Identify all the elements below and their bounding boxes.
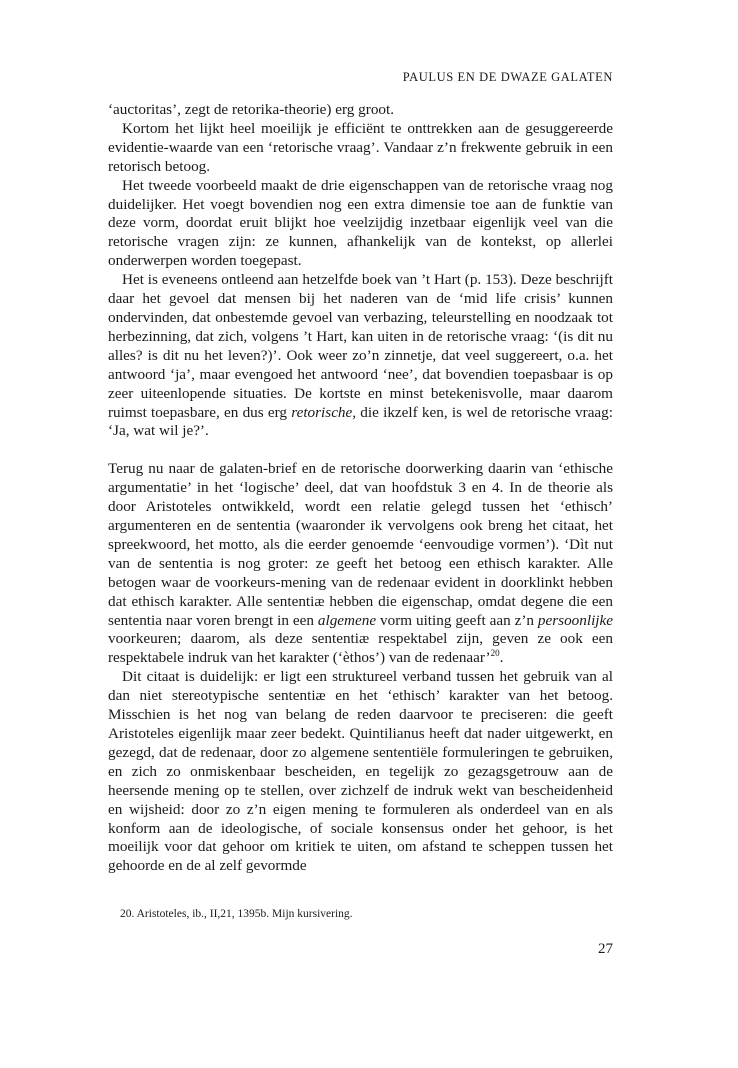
paragraph: Het tweede voorbeeld maakt de drie eigenschappen van de retorische vraag nog duidelijker. Het voegt bovendien nog een extra dimensie toe aan de funktie van deze vorm, doordat eruit blijkt hoe veelzijdig inzetbaar eigenlijk veel van die retorische vragen zijn: ze kunnen, afhankelijk van de kontekst, op allerlei onderwerpen worden toegepast. [108,176,613,270]
text-run: voorkeuren; daarom, als deze sententiæ respektabel zijn, geven ze ook een respektabele indruk van het karakter (‘èthos’) van de redenaar’ [108,630,613,667]
section-break [108,441,613,460]
text-run: vorm uiting geeft aan z’n [376,611,538,629]
running-head: PAULUS EN DE DWAZE GALATEN [402,70,613,84]
italic-text-run: persoonlijke [537,611,613,629]
italic-text-run: algemene [317,611,377,629]
paragraph [108,460,613,668]
page-number: 27 [598,941,613,957]
text-run: Terug nu naar de galaten-brief en de retorische doorwerking daarin van ‘ethische argumentatie’ in het ‘logische’ deel, dat van hoofdstuk 3 en 4. In de theorie als door Aristoteles ontwikkeld, wordt een relatie gelegd tussen het ‘ethisch’ argumenteren en de sententia (waaronder ik vervolgens ook breng het citaat, het spreekwoord, het motto, als die eerder genoemde ‘eenvoudige vormen’). ‘Dìt nut van de sententia is nog groter: ze geeft het betoog een ethisch karakter. Alle betogen waar de voorkeurs-mening van de redenaar evident in doorklinkt hebben dat ethisch karakter. Alle sententiæ hebben die eigenschap, omdat degene die een sententia naar voren brengt in een [108,460,613,629]
paragraph: ‘auctoritas’, zegt de retorika-theorie) erg groot. [108,101,395,118]
paragraph: Dit citaat is duidelijk: er ligt een struktureel verband tussen het gebruik van al dan niet stereotypische sententiæ en het ‘ethisch’ karakter van het betoog. Misschien is het nog van belang de reden daarvoor te preciseren: die geeft Aristoteles eigenlijk maar zeer bedekt. Quintilianus heeft dat nader uitgewerkt, en gezegd, dat de redenaar, door zo algemene sententiële formuleringen te gebruiken, en zich zo onmiskenbaar bescheiden, en tegelijk zo gezagsgetrouw aan de heersende mening op te stellen, over zichzelf de indruk wekt van bescheidenheid en wijsheid: door zo z’n eigen mening te formuleren als onderdeel van en als konform aan de ideologische, of sociale konsensus onder het gehoor, is het moeilijk voor dat gehoor om kritiek te uiten, om afstand te scheppen tussen het gehoorde en de al zelf gevormde [108,668,613,875]
italic-text-run: retorische, [291,403,357,421]
paragraph: Kortom het lijkt heel moeilijk je efficiënt te onttrekken aan de gesuggereerde evidentie-waarde van een ‘retorische vraag’. Vandaar z’n frekwente gebruik in een retorisch betoog. [108,119,613,175]
text-run: Het is eveneens ontleend aan hetzelfde boek van ’t Hart (p. 153). Deze beschrijft daar het gevoel dat mensen bij het naderen van de ‘mid life crisis’ kunnen ondervinden, dat onbestemde gevoel van verbazing, teleurstelling en noodzaak tot herbezinning, dat zich, volgens ’t Hart, kan uiten in de retorische vraag: ‘(is dit nu alles? is dit nu het leven?)’. Ook weer zo’n zinnetje, dat veel suggereert, o.a. het antwoord ‘ja’, maar evengoed het antwoord ‘nee’, dat bovendien toepasbaar is op zeer uiteenlopende situaties. De kortste en minst betekenisvolle, maar daarom ruimst toepasbare, en dus erg [108,271,613,421]
text-run: die ikzelf ken, is wel de retorische vraag: ‘Ja, wat wil je?’. [108,403,613,440]
body-text [108,101,613,876]
footnote-marker: 20 [490,648,500,659]
paragraph [108,271,613,441]
text-run: . [499,649,504,667]
footnote: 20. Aristoteles, ib., II,21, 1395b. Mijn kursivering. [120,908,353,920]
